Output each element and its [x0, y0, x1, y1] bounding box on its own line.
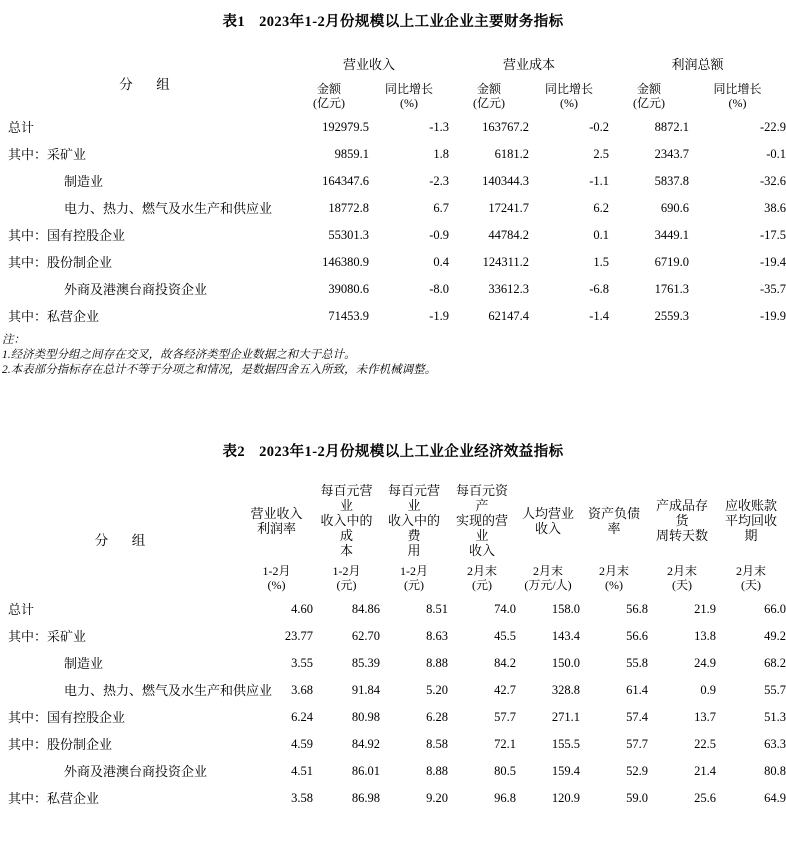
table2-cell: 5.20: [426, 683, 448, 697]
table1-subheader-cost-growth: 同比增长 (%): [545, 82, 594, 110]
table2-colgroup-revenue-per-hundred-assets: 每百元资产 实现的营业 收入: [455, 483, 508, 558]
table1-cell: 1.8: [433, 147, 450, 161]
note-item: 2.本表部分指标存在总计不等于分项之和情况，是数据四舍五入所致，未作机械调整。: [2, 364, 437, 376]
table-row: [0, 195, 786, 222]
table1-cell: -0.2: [589, 120, 610, 134]
table-row: [0, 276, 786, 303]
table2-colgroup-cost-per-hundred: 每百元营业 收入中的成 本: [320, 483, 373, 558]
table2-cell: 8.63: [426, 629, 448, 643]
table2-cell: 80.98: [351, 710, 380, 724]
table2-cell: 22.5: [694, 737, 716, 751]
table1-title: [0, 10, 786, 31]
table2-row-label: 外商及港澳台商投资企业: [64, 764, 208, 779]
table-row: [0, 168, 786, 195]
table2-cell: 8.58: [426, 737, 448, 751]
table1-row-label: 其中：私营企业: [8, 309, 100, 324]
table1-subheader-cost-amount: 金额 (亿元): [473, 82, 506, 110]
table1-row-label: 总计: [8, 120, 35, 135]
table2-cell: 56.8: [626, 602, 648, 616]
table2-cell: 120.9: [551, 791, 580, 805]
table2-cell: 57.4: [626, 710, 648, 724]
table1-cell: 8872.1: [654, 120, 690, 134]
table1-cell: 39080.6: [328, 282, 369, 296]
note-item: 1.经济类型分组之间存在交叉，故各经济类型企业数据之和大于总计。: [2, 349, 356, 361]
table1-row-label: 制造业: [64, 174, 104, 189]
table2-cell: 4.59: [291, 737, 313, 751]
table2-cell: 13.7: [694, 710, 716, 724]
table1-cell: 2.5: [593, 147, 610, 161]
table2-cell: 72.1: [494, 737, 516, 751]
table1-financial-indicators: [0, 51, 786, 330]
table2-cell: 64.9: [764, 791, 786, 805]
table1-cell: -0.1: [766, 147, 786, 161]
table1-cell: 33612.3: [488, 282, 530, 296]
table2-cell: 143.4: [551, 629, 580, 643]
table2-cell: 3.58: [291, 791, 313, 805]
table1-subheader-revenue-amount: 金额 (亿元): [313, 82, 345, 110]
table1-cell: 6181.2: [494, 147, 530, 161]
table1-cell: -22.9: [760, 120, 786, 134]
table1-cell: 6719.0: [654, 255, 690, 269]
table1-cell: 1.5: [593, 255, 610, 269]
table2-colgroup-debt-ratio: 资产负债 率: [587, 505, 640, 536]
table2-cell: 85.39: [351, 656, 380, 670]
table2-title-text: 2023年1-2月份规模以上工业企业经济效益指标: [259, 444, 564, 460]
table2-cell: 57.7: [494, 710, 516, 724]
table1-cell: 18772.8: [328, 201, 369, 215]
table2-cell: 80.8: [764, 764, 786, 778]
table1-cell: -8.0: [429, 282, 450, 296]
table2-cell: 42.7: [494, 683, 516, 697]
table2-cell: 49.2: [764, 629, 786, 643]
table1-cell: -1.4: [589, 309, 610, 323]
table1-cell: 163767.2: [482, 120, 530, 134]
table1-subheader-revenue-growth: 同比增长 (%): [385, 82, 434, 110]
table1-row-label: 电力、热力、燃气及水生产和供应业: [64, 201, 273, 216]
table1-row-label: 外商及港澳台商投资企业: [64, 282, 208, 297]
table2-cell: 84.2: [494, 656, 516, 670]
table2-economic-efficiency-indicators: [0, 481, 786, 812]
table2-cell: 6.24: [291, 710, 313, 724]
table-row: [0, 731, 786, 758]
notes-heading: 注：: [2, 334, 25, 346]
table2-cell: 6.28: [426, 710, 448, 724]
table2-colgroup-profit-margin: 营业收入 利润率: [250, 505, 303, 536]
table1-notes: [0, 333, 786, 378]
table2-subheader-6: 2月末 (天): [666, 564, 697, 592]
table1-cell: -35.7: [760, 282, 786, 296]
table2-subheader-3: 2月末 (元): [466, 564, 497, 592]
table1-title-text: 2023年1-2月份规模以上工业企业主要财务指标: [259, 14, 564, 30]
table2-colgroup-expense-per-hundred: 每百元营业 收入中的费 用: [387, 483, 440, 558]
table1-subheader-profit-amount: 金额 (亿元): [633, 82, 666, 110]
table1-cell: -1.1: [589, 174, 610, 188]
table2-subheader-0: 1-2月 (%): [262, 564, 291, 592]
table2-cell: 45.5: [494, 629, 516, 643]
table1-cell: 164347.6: [322, 174, 369, 188]
table-row: [0, 704, 786, 731]
table1-cell: 71453.9: [328, 309, 369, 323]
table2-title-number: 表2: [222, 444, 246, 460]
table2-row-label: 电力、热力、燃气及水生产和供应业: [64, 683, 273, 698]
table1-cell: 140344.3: [482, 174, 530, 188]
table1-cell: 0.4: [433, 255, 450, 269]
table1-subheader-profit-growth: 同比增长 (%): [713, 82, 762, 110]
table1-cell: 192979.5: [322, 120, 369, 134]
table2-cell: 155.5: [551, 737, 580, 751]
table2-cell: 63.3: [764, 737, 786, 751]
table-row: [0, 222, 786, 249]
table2-cell: 62.70: [351, 629, 380, 643]
table2-cell: 56.6: [626, 629, 648, 643]
table1-cell: 2343.7: [654, 147, 690, 161]
table2-row-label: 其中：国有控股企业: [8, 710, 126, 725]
table2-cell: 4.51: [291, 764, 313, 778]
table2-cell: 13.8: [694, 629, 716, 643]
table-row: [0, 141, 786, 168]
table2-cell: 328.8: [551, 683, 580, 697]
table2-cell: 52.9: [626, 764, 648, 778]
table2-cell: 57.7: [626, 737, 648, 751]
table1-cell: 6.2: [593, 201, 610, 215]
table2-cell: 9.20: [426, 791, 448, 805]
table2-group-header: 分 组: [94, 532, 151, 548]
table1-cell: 690.6: [660, 201, 690, 215]
table2-colgroup-revenue-per-capita: 人均营业 收入: [521, 505, 574, 536]
table1-cell: 0.1: [593, 228, 610, 242]
table2-cell: 84.86: [351, 602, 380, 616]
table2-cell: 24.9: [694, 656, 716, 670]
table1-cell: 44784.2: [488, 228, 530, 242]
table2-cell: 158.0: [551, 602, 580, 616]
table2-cell: 21.4: [694, 764, 716, 778]
table2-row-label: 总计: [8, 602, 35, 617]
table1-row-label: 其中：采矿业: [8, 147, 87, 162]
table1-cell: -2.3: [429, 174, 450, 188]
table1-cell: 9859.1: [334, 147, 369, 161]
table1-cell: 38.6: [764, 201, 786, 215]
table2-cell: 0.9: [700, 683, 716, 697]
table1-cell: -1.9: [429, 309, 450, 323]
table1-cell: -0.9: [429, 228, 450, 242]
table1-group-header: 分 组: [119, 76, 175, 92]
table1-cell: -19.4: [760, 255, 786, 269]
table1-colgroup-cost: 营业成本: [503, 57, 556, 72]
table1-row-label: 其中：股份制企业: [8, 255, 113, 270]
table2-row-label: 其中：采矿业: [8, 629, 87, 644]
table1-cell: 3449.1: [654, 228, 690, 242]
table2-cell: 74.0: [494, 602, 516, 616]
table1-cell: 146380.9: [322, 255, 369, 269]
table2-cell: 23.77: [284, 629, 313, 643]
table2-cell: 4.60: [291, 602, 313, 616]
table2-cell: 55.7: [764, 683, 786, 697]
table1-cell: -19.9: [760, 309, 786, 323]
table2-cell: 84.92: [351, 737, 380, 751]
table2-row-label: 其中：私营企业: [8, 791, 100, 806]
table1-cell: -6.8: [589, 282, 610, 296]
table1-cell: -32.6: [760, 174, 786, 188]
table-row: [0, 758, 786, 785]
table1-cell: 55301.3: [328, 228, 369, 242]
table1-cell: -1.3: [429, 120, 450, 134]
table2-cell: 271.1: [551, 710, 580, 724]
table2-cell: 8.88: [426, 764, 448, 778]
table-row: [0, 623, 786, 650]
table2-cell: 68.2: [764, 656, 786, 670]
table2-cell: 3.68: [291, 683, 313, 697]
table1-colgroup-revenue: 营业收入: [343, 57, 396, 72]
table2-cell: 86.98: [351, 791, 380, 805]
table2-row-label: 制造业: [64, 656, 104, 671]
table-row: [0, 596, 786, 623]
table2-cell: 159.4: [551, 764, 580, 778]
table2-cell: 91.84: [351, 683, 380, 697]
table2-cell: 21.9: [694, 602, 716, 616]
table1-cell: 62147.4: [488, 309, 530, 323]
table2-cell: 25.6: [694, 791, 716, 805]
table2-cell: 55.8: [626, 656, 648, 670]
table1-cell: 6.7: [433, 201, 450, 215]
table2-cell: 61.4: [626, 683, 648, 697]
table2-title: [0, 440, 786, 461]
table1-title-number: 表1: [222, 14, 246, 30]
table1-row-label: 其中：国有控股企业: [8, 228, 126, 243]
table2-subheader-4: 2月末 (万元/人): [524, 564, 572, 592]
table-row: [0, 249, 786, 276]
table2-header-group-row: [0, 481, 786, 560]
table2-colgroup-inventory-turnover-days: 产成品存货 周转天数: [655, 498, 708, 543]
table2-cell: 8.88: [426, 656, 448, 670]
table2-cell: 8.51: [426, 602, 448, 616]
table1-cell: -17.5: [760, 228, 786, 242]
table2-cell: 51.3: [764, 710, 786, 724]
table1-cell: 5837.8: [654, 174, 690, 188]
table-row: [0, 650, 786, 677]
table2-cell: 66.0: [764, 602, 786, 616]
table1-cell: 124311.2: [482, 255, 530, 269]
table2-cell: 86.01: [351, 764, 380, 778]
table2-subheader-2: 1-2月 (元): [400, 564, 428, 592]
table-row: [0, 114, 786, 141]
table2-subheader-5: 2月末 (%): [598, 564, 629, 592]
table2-subheader-7: 2月末 (天): [735, 564, 766, 592]
table2-colgroup-receivables-collection-period: 应收账款 平均回收 期: [724, 498, 777, 543]
table-row: [0, 785, 786, 812]
table2-row-label: 其中：股份制企业: [8, 737, 113, 752]
table1-cell: 1761.3: [654, 282, 690, 296]
table2-cell: 3.55: [291, 656, 313, 670]
table2-cell: 59.0: [626, 791, 648, 805]
table2-cell: 150.0: [551, 656, 580, 670]
table1-cell: 17241.7: [488, 201, 530, 215]
table1-cell: 2559.3: [654, 309, 690, 323]
table2-cell: 80.5: [494, 764, 516, 778]
table-row: [0, 303, 786, 330]
table2-cell: 96.8: [494, 791, 516, 805]
table-row: [0, 677, 786, 704]
table1-colgroup-profit: 利润总额: [671, 57, 724, 72]
table1-header-group-row: [0, 51, 786, 78]
table2-subheader-1: 1-2月 (元): [332, 564, 361, 592]
